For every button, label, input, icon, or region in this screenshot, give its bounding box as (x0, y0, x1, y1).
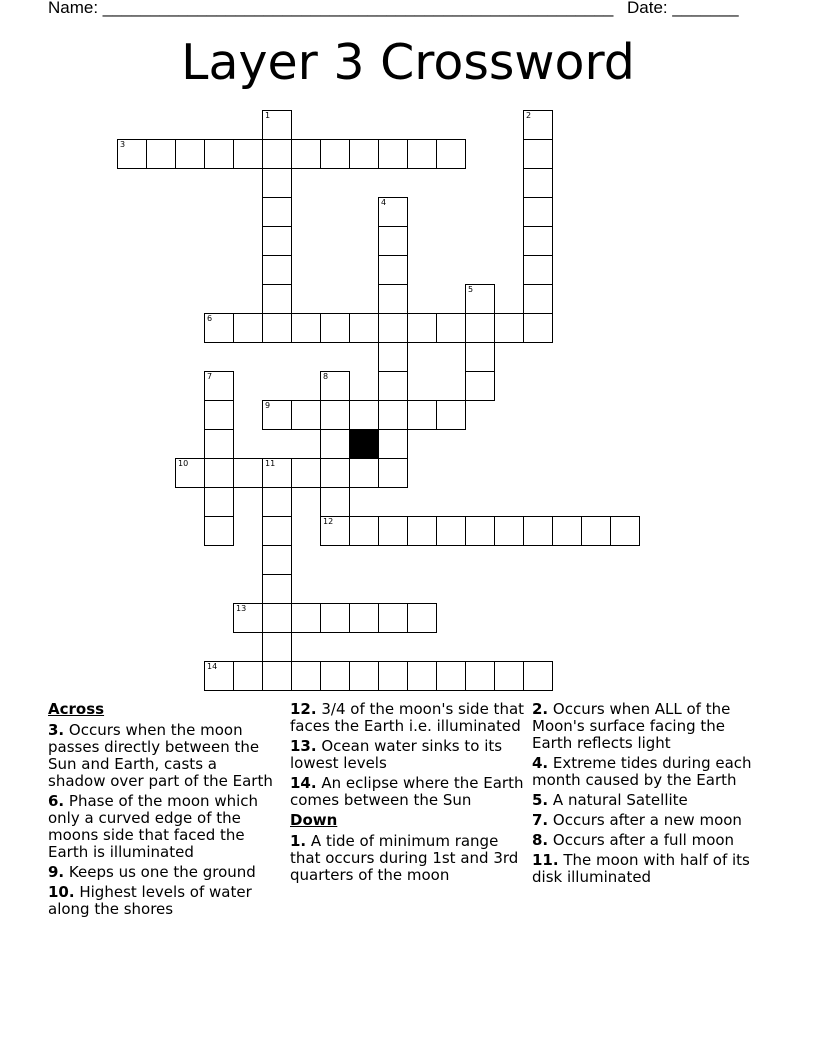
grid-cell[interactable] (320, 371, 350, 401)
name-field: Name: ______________________________________________________ (48, 0, 614, 17)
grid-cell[interactable] (262, 516, 292, 546)
grid-cell[interactable] (465, 661, 495, 691)
clue-column-2 (290, 701, 526, 887)
grid-cell[interactable] (407, 139, 437, 169)
grid-cell[interactable] (378, 226, 408, 256)
grid-cell[interactable] (320, 458, 350, 488)
grid-cell[interactable] (233, 661, 263, 691)
grid-cell[interactable] (465, 284, 495, 314)
grid-cell[interactable] (262, 255, 292, 285)
grid-cell[interactable] (291, 139, 321, 169)
grid-cell[interactable] (349, 603, 379, 633)
cell-number: 9 (265, 401, 271, 410)
down-heading: Down (290, 811, 338, 829)
grid-cell[interactable] (407, 313, 437, 343)
cell-number: 6 (207, 314, 213, 323)
clue-across-13: 13. Ocean water sinks to its lowest levels (290, 737, 503, 772)
grid-cell[interactable] (262, 632, 292, 662)
grid-cell[interactable] (291, 661, 321, 691)
grid-cell[interactable] (378, 342, 408, 372)
grid-cell[interactable] (320, 139, 350, 169)
grid-cell[interactable] (262, 284, 292, 314)
clue-across-14: 14. An eclipse where the Earth comes between the Sun (290, 774, 524, 809)
across-heading: Across (48, 700, 105, 718)
grid-cell[interactable] (523, 255, 553, 285)
grid-cell[interactable] (378, 516, 408, 546)
grid-cell[interactable] (320, 400, 350, 430)
grid-cell[interactable] (407, 516, 437, 546)
grid-cell[interactable] (523, 110, 553, 140)
grid-cell[interactable] (175, 458, 205, 488)
grid-cell[interactable] (436, 400, 466, 430)
grid-cell[interactable] (494, 313, 524, 343)
cell-number: 1 (265, 111, 271, 120)
grid-cell[interactable] (262, 313, 292, 343)
cell-number: 13 (236, 604, 247, 613)
grid-cell[interactable] (378, 284, 408, 314)
grid-cell[interactable] (552, 516, 582, 546)
grid-cell[interactable] (262, 226, 292, 256)
grid-cell[interactable] (610, 516, 640, 546)
page-title: Layer 3 Crossword (181, 34, 635, 91)
grid-cell[interactable] (523, 284, 553, 314)
grid-cell[interactable] (465, 516, 495, 546)
grid-cell[interactable] (262, 197, 292, 227)
cell-number: 3 (120, 140, 126, 149)
grid-cell[interactable] (262, 139, 292, 169)
clue-column-1 (48, 701, 278, 921)
grid-cell[interactable] (378, 371, 408, 401)
grid-cell[interactable] (320, 603, 350, 633)
grid-cell[interactable] (407, 661, 437, 691)
grid-cell[interactable] (204, 400, 234, 430)
clue-down-7: 7. Occurs after a new moon (532, 811, 742, 829)
grid-cell[interactable] (233, 313, 263, 343)
clue-column-3 (532, 701, 762, 889)
grid-cell[interactable] (349, 458, 379, 488)
clue-down-5: 5. A natural Satellite (532, 791, 688, 809)
cell-number: 5 (468, 285, 474, 294)
clue-down-2: 2. Occurs when ALL of the Moon's surface facing the Earth reflects light (532, 700, 731, 752)
grid-cell[interactable] (204, 516, 234, 546)
cell-number: 14 (207, 662, 218, 671)
clue-across-10: 10. Highest levels of water along the shores (48, 883, 252, 918)
grid-cell[interactable] (204, 458, 234, 488)
clue-down-1: 1. A tide of minimum range that occurs during 1st and 3rd quarters of the moon (290, 832, 519, 884)
grid-cell[interactable] (436, 661, 466, 691)
grid-cell[interactable] (407, 603, 437, 633)
clue-across-3: 3. Occurs when the moon passes directly between the Sun and Earth, casts a shadow over part of the Earth (48, 721, 273, 790)
grid-cell[interactable] (436, 313, 466, 343)
grid-cell[interactable] (378, 139, 408, 169)
grid-cell[interactable] (523, 661, 553, 691)
cell-number: 10 (178, 459, 189, 468)
grid-cell[interactable] (262, 545, 292, 575)
grid-cell[interactable] (378, 429, 408, 459)
grid-cell[interactable] (436, 139, 466, 169)
grid-cell[interactable] (204, 487, 234, 517)
grid-cell[interactable] (523, 516, 553, 546)
grid-cell[interactable] (204, 429, 234, 459)
cell-number: 12 (323, 517, 334, 526)
grid-cell[interactable] (320, 429, 350, 459)
grid-cell[interactable] (523, 226, 553, 256)
cell-number: 8 (323, 372, 329, 381)
clue-across-9: 9. Keeps us one the ground (48, 863, 256, 881)
cell-number: 11 (265, 459, 276, 468)
grid-cell[interactable] (233, 139, 263, 169)
grid-cell[interactable] (349, 139, 379, 169)
grid-cell[interactable] (262, 400, 292, 430)
grid-cell[interactable] (378, 197, 408, 227)
grid-black-cell (349, 429, 379, 459)
grid-cell[interactable] (175, 139, 205, 169)
grid-cell[interactable] (494, 516, 524, 546)
clue-across-6: 6. Phase of the moon which only a curved edge of the moons side that faced the Earth is illuminated (48, 792, 259, 861)
grid-cell[interactable] (378, 661, 408, 691)
grid-cell[interactable] (378, 603, 408, 633)
clue-down-4: 4. Extreme tides during each month caused by the Earth (532, 754, 752, 789)
grid-cell[interactable] (378, 313, 408, 343)
grid-cell[interactable] (204, 313, 234, 343)
grid-cell[interactable] (581, 516, 611, 546)
grid-cell[interactable] (291, 603, 321, 633)
grid-cell[interactable] (320, 516, 350, 546)
grid-cell[interactable] (494, 661, 524, 691)
grid-cell[interactable] (204, 661, 234, 691)
clue-down-8: 8. Occurs after a full moon (532, 831, 735, 849)
grid-cell[interactable] (378, 458, 408, 488)
grid-cell[interactable] (349, 400, 379, 430)
grid-cell[interactable] (407, 400, 437, 430)
grid-cell[interactable] (233, 603, 263, 633)
grid-cell[interactable] (204, 139, 234, 169)
cell-number: 4 (381, 198, 387, 207)
grid-cell[interactable] (262, 603, 292, 633)
grid-cell[interactable] (262, 168, 292, 198)
grid-cell[interactable] (262, 574, 292, 604)
grid-cell[interactable] (320, 313, 350, 343)
grid-cell[interactable] (378, 255, 408, 285)
clue-across-12: 12. 3/4 of the moon's side that faces the Earth i.e. illuminated (290, 700, 525, 735)
grid-cell[interactable] (349, 661, 379, 691)
grid-cell[interactable] (436, 516, 466, 546)
grid-cell[interactable] (378, 400, 408, 430)
grid-cell[interactable] (204, 371, 234, 401)
grid-cell[interactable] (291, 458, 321, 488)
grid-cell[interactable] (262, 110, 292, 140)
grid-cell[interactable] (320, 661, 350, 691)
date-field: Date: _______ (627, 0, 739, 17)
grid-cell[interactable] (523, 197, 553, 227)
grid-cell[interactable] (291, 400, 321, 430)
grid-cell[interactable] (291, 313, 321, 343)
grid-cell[interactable] (465, 371, 495, 401)
cell-number: 2 (526, 111, 532, 120)
grid-cell[interactable] (349, 313, 379, 343)
grid-cell[interactable] (523, 313, 553, 343)
grid-cell[interactable] (146, 139, 176, 169)
grid-cell[interactable] (523, 139, 553, 169)
clue-down-11: 11. The moon with half of its disk illuminated (532, 851, 750, 886)
grid-cell[interactable] (465, 342, 495, 372)
grid-cell[interactable] (349, 516, 379, 546)
grid-cell[interactable] (523, 168, 553, 198)
grid-cell[interactable] (233, 458, 263, 488)
grid-cell[interactable] (262, 487, 292, 517)
cell-number: 7 (207, 372, 213, 381)
grid-cell[interactable] (117, 139, 147, 169)
grid-cell[interactable] (262, 458, 292, 488)
grid-cell[interactable] (465, 313, 495, 343)
grid-cell[interactable] (320, 487, 350, 517)
grid-cell[interactable] (262, 661, 292, 691)
